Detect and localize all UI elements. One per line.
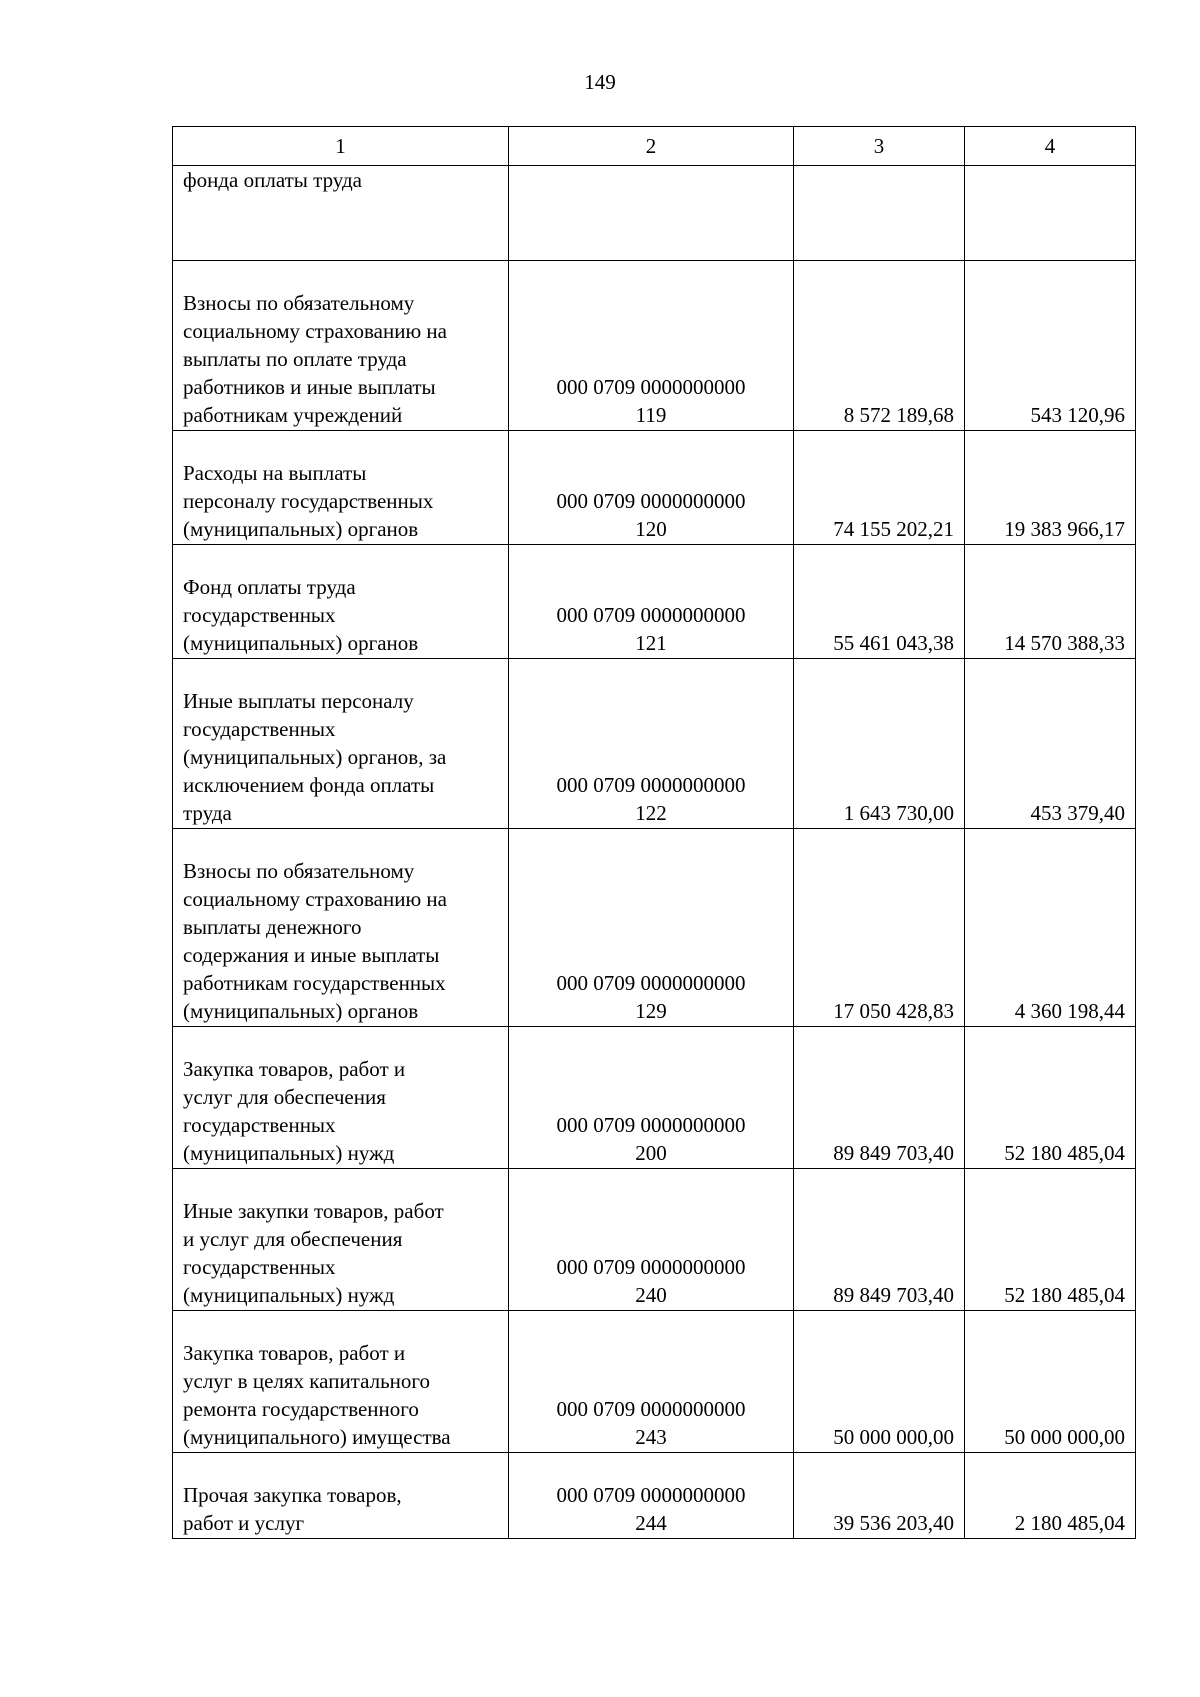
column-header: 4 <box>965 127 1136 166</box>
row-value-col3: 17 050 428,83 <box>794 829 965 1027</box>
row-name: Взносы по обязательному социальному страхованию на выплаты по оплате труда работников и иные выплаты работникам учреждений <box>173 261 509 431</box>
row-value-col3: 8 572 189,68 <box>794 261 965 431</box>
row-name: Иные закупки товаров, работ и услуг для обеспечения государственных (муниципальных) нужд <box>173 1169 509 1311</box>
table-row <box>173 829 1136 1027</box>
row-name: Иные выплаты персоналу государственных (муниципальных) органов, за исключением фонда оплаты труда <box>173 659 509 829</box>
row-code: 000 0709 0000000000 122 <box>509 659 794 829</box>
row-name: Прочая закупка товаров, работ и услуг <box>173 1453 509 1539</box>
row-code: 000 0709 0000000000 121 <box>509 545 794 659</box>
budget-table <box>172 126 1136 1539</box>
row-name: фонда оплаты труда <box>173 166 509 261</box>
row-code: 000 0709 0000000000 240 <box>509 1169 794 1311</box>
row-value-col4: 543 120,96 <box>965 261 1136 431</box>
table-header-row <box>173 127 1136 166</box>
row-value-col3: 1 643 730,00 <box>794 659 965 829</box>
page-number: 149 <box>584 70 616 94</box>
row-value-col4: 14 570 388,33 <box>965 545 1136 659</box>
row-value-col3: 89 849 703,40 <box>794 1169 965 1311</box>
row-value-col4: 52 180 485,04 <box>965 1027 1136 1169</box>
row-name: Фонд оплаты труда государственных (муниципальных) органов <box>173 545 509 659</box>
row-name: Закупка товаров, работ и услуг для обеспечения государственных (муниципальных) нужд <box>173 1027 509 1169</box>
row-code: 000 0709 0000000000 119 <box>509 261 794 431</box>
row-code <box>509 166 794 261</box>
column-header: 3 <box>794 127 965 166</box>
row-code: 000 0709 0000000000 244 <box>509 1453 794 1539</box>
row-value-col4 <box>965 166 1136 261</box>
table-row <box>173 1311 1136 1453</box>
row-name: Расходы на выплаты персоналу государственных (муниципальных) органов <box>173 431 509 545</box>
row-name: Закупка товаров, работ и услуг в целях капитального ремонта государственного (муниципального) имущества <box>173 1311 509 1453</box>
row-value-col3: 39 536 203,40 <box>794 1453 965 1539</box>
row-code: 000 0709 0000000000 200 <box>509 1027 794 1169</box>
row-value-col3: 89 849 703,40 <box>794 1027 965 1169</box>
row-value-col3: 50 000 000,00 <box>794 1311 965 1453</box>
row-value-col4: 52 180 485,04 <box>965 1169 1136 1311</box>
table-row <box>173 166 1136 261</box>
row-name: Взносы по обязательному социальному страхованию на выплаты денежного содержания и иные выплаты работникам государственных (муниципальных) органов <box>173 829 509 1027</box>
row-value-col4: 50 000 000,00 <box>965 1311 1136 1453</box>
table-row <box>173 431 1136 545</box>
column-header: 1 <box>173 127 509 166</box>
row-code: 000 0709 0000000000 129 <box>509 829 794 1027</box>
row-value-col3: 55 461 043,38 <box>794 545 965 659</box>
table-row <box>173 1453 1136 1539</box>
row-value-col3 <box>794 166 965 261</box>
row-value-col4: 4 360 198,44 <box>965 829 1136 1027</box>
row-value-col4: 2 180 485,04 <box>965 1453 1136 1539</box>
row-value-col3: 74 155 202,21 <box>794 431 965 545</box>
table-row <box>173 1169 1136 1311</box>
row-code: 000 0709 0000000000 120 <box>509 431 794 545</box>
table-row <box>173 659 1136 829</box>
row-code: 000 0709 0000000000 243 <box>509 1311 794 1453</box>
row-value-col4: 453 379,40 <box>965 659 1136 829</box>
table-row <box>173 261 1136 431</box>
row-value-col4: 19 383 966,17 <box>965 431 1136 545</box>
table-row <box>173 1027 1136 1169</box>
table-row <box>173 545 1136 659</box>
column-header: 2 <box>509 127 794 166</box>
